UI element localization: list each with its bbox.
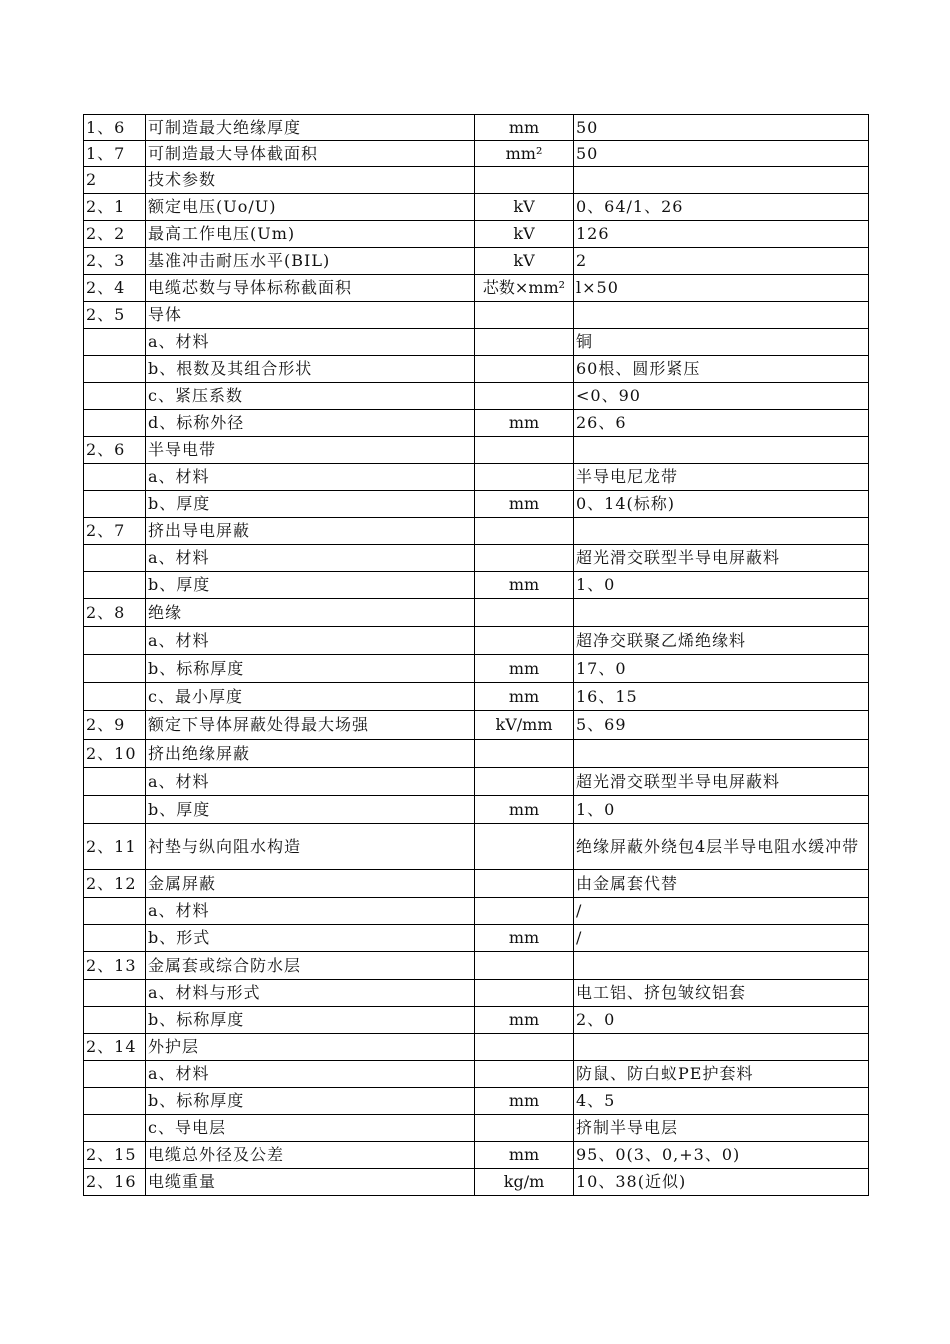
row-unit bbox=[475, 1034, 574, 1061]
row-item: 导体 bbox=[146, 302, 475, 329]
row-item: a、材料 bbox=[146, 898, 475, 925]
row-value bbox=[574, 740, 869, 768]
row-number: 2、7 bbox=[84, 518, 146, 545]
row-item: 可制造最大绝缘厚度 bbox=[146, 115, 475, 141]
row-value: 4、5 bbox=[574, 1088, 869, 1115]
row-unit bbox=[475, 545, 574, 572]
row-number: 2、9 bbox=[84, 711, 146, 740]
row-number: 2、4 bbox=[84, 275, 146, 302]
table-row bbox=[84, 275, 869, 302]
row-unit bbox=[475, 518, 574, 545]
row-value bbox=[574, 167, 869, 194]
row-number: 2、6 bbox=[84, 437, 146, 464]
row-unit: kV bbox=[475, 248, 574, 275]
table-row bbox=[84, 167, 869, 194]
row-item: 外护层 bbox=[146, 1034, 475, 1061]
row-unit: mm bbox=[475, 796, 574, 824]
row-value: 挤制半导电层 bbox=[574, 1115, 869, 1142]
row-unit bbox=[475, 356, 574, 383]
row-unit: mm bbox=[475, 410, 574, 437]
row-number: 2、2 bbox=[84, 221, 146, 248]
row-number: 2、1 bbox=[84, 194, 146, 221]
row-number bbox=[84, 464, 146, 491]
row-number bbox=[84, 627, 146, 655]
table-row bbox=[84, 141, 869, 167]
table-row bbox=[84, 796, 869, 824]
row-item: 电缆总外径及公差 bbox=[146, 1142, 475, 1169]
row-item: 可制造最大导体截面积 bbox=[146, 141, 475, 167]
row-unit: kV bbox=[475, 194, 574, 221]
row-item: b、厚度 bbox=[146, 796, 475, 824]
table-row bbox=[84, 221, 869, 248]
table-row bbox=[84, 898, 869, 925]
table-row bbox=[84, 711, 869, 740]
table-row bbox=[84, 248, 869, 275]
row-number bbox=[84, 683, 146, 711]
table-row bbox=[84, 356, 869, 383]
table-row bbox=[84, 572, 869, 599]
row-item: a、材料 bbox=[146, 768, 475, 796]
row-item: b、标称厚度 bbox=[146, 1007, 475, 1034]
row-unit bbox=[475, 980, 574, 1007]
table-row bbox=[84, 545, 869, 572]
row-value: 60根、圆形紧压 bbox=[574, 356, 869, 383]
row-item: 挤出绝缘屏蔽 bbox=[146, 740, 475, 768]
table-row bbox=[84, 194, 869, 221]
row-value: 10、38(近似) bbox=[574, 1169, 869, 1196]
row-number bbox=[84, 329, 146, 356]
row-unit: kV/mm bbox=[475, 711, 574, 740]
table-row bbox=[84, 1088, 869, 1115]
row-number: 2、5 bbox=[84, 302, 146, 329]
row-unit: mm bbox=[475, 925, 574, 952]
row-value: / bbox=[574, 898, 869, 925]
row-number: 1、7 bbox=[84, 141, 146, 167]
table-row bbox=[84, 329, 869, 356]
row-item: 衬垫与纵向阻水构造 bbox=[146, 824, 475, 870]
row-item: 额定下导体屏蔽处得最大场强 bbox=[146, 711, 475, 740]
row-item: 电缆芯数与导体标称截面积 bbox=[146, 275, 475, 302]
row-item: a、材料 bbox=[146, 545, 475, 572]
row-unit bbox=[475, 1115, 574, 1142]
row-number bbox=[84, 1007, 146, 1034]
row-unit: mm bbox=[475, 572, 574, 599]
row-number: 1、6 bbox=[84, 115, 146, 141]
table-row bbox=[84, 410, 869, 437]
row-number: 2、13 bbox=[84, 952, 146, 980]
row-item: c、最小厚度 bbox=[146, 683, 475, 711]
row-value: 超光滑交联型半导电屏蔽料 bbox=[574, 545, 869, 572]
row-unit bbox=[475, 167, 574, 194]
row-item: b、标称厚度 bbox=[146, 1088, 475, 1115]
table-row bbox=[84, 824, 869, 870]
row-number bbox=[84, 1115, 146, 1142]
row-number bbox=[84, 1088, 146, 1115]
row-number: 2、3 bbox=[84, 248, 146, 275]
row-number bbox=[84, 898, 146, 925]
row-item: a、材料 bbox=[146, 464, 475, 491]
row-unit bbox=[475, 437, 574, 464]
row-number bbox=[84, 545, 146, 572]
table-row bbox=[84, 302, 869, 329]
row-value bbox=[574, 952, 869, 980]
row-value: 2、0 bbox=[574, 1007, 869, 1034]
table-row bbox=[84, 1061, 869, 1088]
row-number bbox=[84, 356, 146, 383]
row-item: a、材料与形式 bbox=[146, 980, 475, 1007]
row-value: 26、6 bbox=[574, 410, 869, 437]
row-item: 挤出导电屏蔽 bbox=[146, 518, 475, 545]
row-number: 2、12 bbox=[84, 870, 146, 898]
table-row bbox=[84, 870, 869, 898]
row-item: a、材料 bbox=[146, 1061, 475, 1088]
row-value bbox=[574, 518, 869, 545]
row-number bbox=[84, 383, 146, 410]
table-row bbox=[84, 952, 869, 980]
row-number bbox=[84, 768, 146, 796]
row-item: 金属套或综合防水层 bbox=[146, 952, 475, 980]
row-value: 超光滑交联型半导电屏蔽料 bbox=[574, 768, 869, 796]
row-number: 2、16 bbox=[84, 1169, 146, 1196]
spec-table bbox=[83, 114, 869, 1196]
row-value: 17、0 bbox=[574, 655, 869, 683]
table-row bbox=[84, 768, 869, 796]
row-unit bbox=[475, 1061, 574, 1088]
row-value: 0、14(标称) bbox=[574, 491, 869, 518]
row-value: 半导电尼龙带 bbox=[574, 464, 869, 491]
row-unit bbox=[475, 383, 574, 410]
row-number bbox=[84, 980, 146, 1007]
row-item: b、标称厚度 bbox=[146, 655, 475, 683]
table-row bbox=[84, 1034, 869, 1061]
row-value: 铜 bbox=[574, 329, 869, 356]
row-number bbox=[84, 410, 146, 437]
row-number bbox=[84, 925, 146, 952]
row-unit: 芯数×mm² bbox=[475, 275, 574, 302]
row-item: b、形式 bbox=[146, 925, 475, 952]
row-unit bbox=[475, 464, 574, 491]
table-row bbox=[84, 1007, 869, 1034]
row-unit bbox=[475, 329, 574, 356]
row-unit bbox=[475, 898, 574, 925]
row-value: 95、0(3、0,+3、0) bbox=[574, 1142, 869, 1169]
table-row bbox=[84, 1115, 869, 1142]
row-value: <0、90 bbox=[574, 383, 869, 410]
row-number: 2、8 bbox=[84, 599, 146, 627]
row-item: d、标称外径 bbox=[146, 410, 475, 437]
row-unit bbox=[475, 302, 574, 329]
row-number: 2、14 bbox=[84, 1034, 146, 1061]
row-number: 2、11 bbox=[84, 824, 146, 870]
table-row bbox=[84, 437, 869, 464]
row-unit bbox=[475, 599, 574, 627]
row-value: l×50 bbox=[574, 275, 869, 302]
table-row bbox=[84, 518, 869, 545]
row-item: 最高工作电压(Um) bbox=[146, 221, 475, 248]
table-row bbox=[84, 115, 869, 141]
row-unit: kV bbox=[475, 221, 574, 248]
row-value: 16、15 bbox=[574, 683, 869, 711]
row-unit: mm² bbox=[475, 141, 574, 167]
row-unit bbox=[475, 627, 574, 655]
row-item: 基准冲击耐压水平(BIL) bbox=[146, 248, 475, 275]
row-number bbox=[84, 655, 146, 683]
table-row bbox=[84, 1169, 869, 1196]
table-row bbox=[84, 1142, 869, 1169]
row-value: 5、69 bbox=[574, 711, 869, 740]
row-number bbox=[84, 796, 146, 824]
table-row bbox=[84, 980, 869, 1007]
row-value: 1、0 bbox=[574, 796, 869, 824]
row-value bbox=[574, 599, 869, 627]
row-unit: mm bbox=[475, 1142, 574, 1169]
table-row bbox=[84, 599, 869, 627]
spec-table-body bbox=[84, 115, 869, 1196]
row-item: 绝缘 bbox=[146, 599, 475, 627]
row-value: 1、0 bbox=[574, 572, 869, 599]
row-item: 技术参数 bbox=[146, 167, 475, 194]
row-unit bbox=[475, 740, 574, 768]
row-value bbox=[574, 437, 869, 464]
row-unit: mm bbox=[475, 1088, 574, 1115]
table-row bbox=[84, 683, 869, 711]
row-unit: kg/m bbox=[475, 1169, 574, 1196]
table-row bbox=[84, 491, 869, 518]
row-number bbox=[84, 1061, 146, 1088]
row-number: 2、10 bbox=[84, 740, 146, 768]
table-row bbox=[84, 740, 869, 768]
row-value: 0、64/1、26 bbox=[574, 194, 869, 221]
row-item: 电缆重量 bbox=[146, 1169, 475, 1196]
row-item: 额定电压(Uo/U) bbox=[146, 194, 475, 221]
row-item: 金属屏蔽 bbox=[146, 870, 475, 898]
row-value: / bbox=[574, 925, 869, 952]
row-unit: mm bbox=[475, 655, 574, 683]
row-unit: mm bbox=[475, 683, 574, 711]
row-item: 半导电带 bbox=[146, 437, 475, 464]
row-value: 50 bbox=[574, 115, 869, 141]
row-unit bbox=[475, 952, 574, 980]
row-number: 2 bbox=[84, 167, 146, 194]
row-unit bbox=[475, 824, 574, 870]
row-item: c、导电层 bbox=[146, 1115, 475, 1142]
row-item: a、材料 bbox=[146, 627, 475, 655]
row-value: 由金属套代替 bbox=[574, 870, 869, 898]
row-unit bbox=[475, 768, 574, 796]
row-item: c、紧压系数 bbox=[146, 383, 475, 410]
table-row bbox=[84, 627, 869, 655]
row-value: 防鼠、防白蚁PE护套料 bbox=[574, 1061, 869, 1088]
row-number: 2、15 bbox=[84, 1142, 146, 1169]
row-unit: mm bbox=[475, 115, 574, 141]
row-value: 50 bbox=[574, 141, 869, 167]
row-value bbox=[574, 1034, 869, 1061]
row-value: 超净交联聚乙烯绝缘料 bbox=[574, 627, 869, 655]
row-number bbox=[84, 572, 146, 599]
row-item: b、厚度 bbox=[146, 491, 475, 518]
row-value: 126 bbox=[574, 221, 869, 248]
row-item: a、材料 bbox=[146, 329, 475, 356]
row-unit bbox=[475, 870, 574, 898]
table-row bbox=[84, 464, 869, 491]
row-unit: mm bbox=[475, 491, 574, 518]
row-unit: mm bbox=[475, 1007, 574, 1034]
table-row bbox=[84, 925, 869, 952]
table-row bbox=[84, 655, 869, 683]
row-value: 电工铝、挤包皱纹铝套 bbox=[574, 980, 869, 1007]
row-value: 绝缘屏蔽外绕包4层半导电阻水缓冲带 bbox=[574, 824, 869, 870]
row-value: 2 bbox=[574, 248, 869, 275]
table-row bbox=[84, 383, 869, 410]
row-value bbox=[574, 302, 869, 329]
row-item: b、厚度 bbox=[146, 572, 475, 599]
row-number bbox=[84, 491, 146, 518]
row-item: b、根数及其组合形状 bbox=[146, 356, 475, 383]
